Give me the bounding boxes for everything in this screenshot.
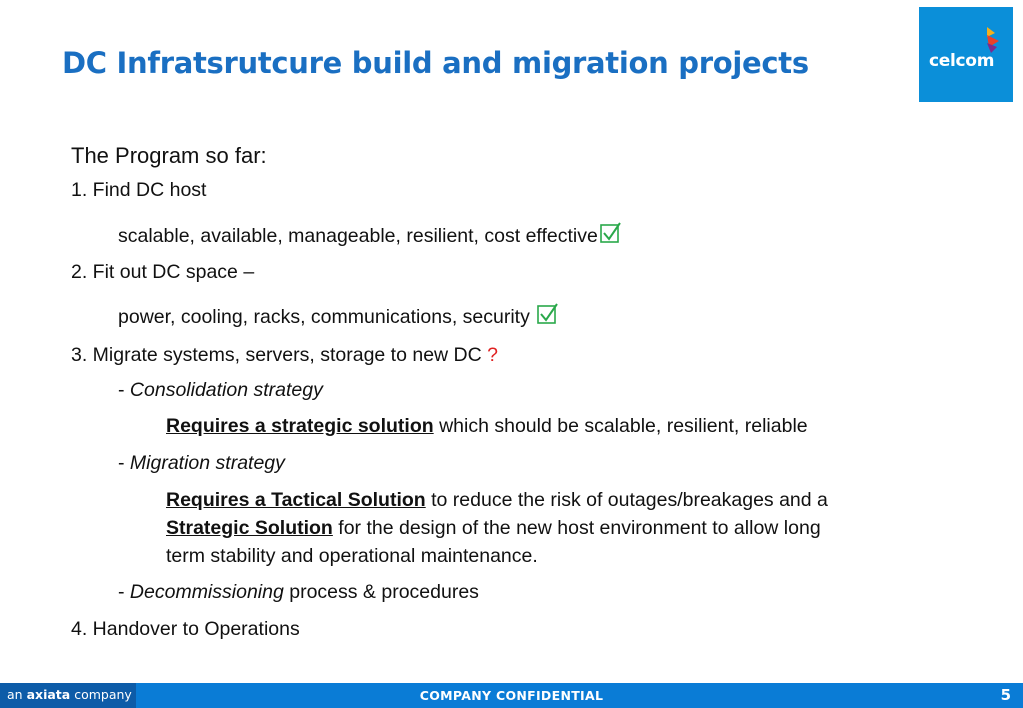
migration-detail-line-3: term stability and operational maintenance. [166, 545, 538, 567]
page-number: 5 [1000, 686, 1011, 704]
axiata-tag-suffix: company [74, 687, 132, 702]
decommissioning-label: Decommissioning [129, 581, 284, 603]
item-4: 4. Handover to Operations [71, 618, 300, 640]
checkbox-checked-icon [537, 303, 559, 325]
checkbox-checked-icon [600, 222, 622, 244]
item-2-detail [118, 303, 559, 329]
consolidation-text: which should be scalable, resilient, reliable [439, 415, 808, 437]
consolidation-detail [166, 414, 808, 438]
migration-detail-line-1 [166, 488, 828, 512]
axiata-tag-brand: axiata [26, 687, 71, 702]
consolidation-strategy [118, 378, 323, 402]
footer-bar [0, 683, 1023, 708]
axiata-tag-prefix: an [7, 687, 23, 702]
decommissioning [118, 580, 479, 604]
program-heading: The Program so far: [71, 143, 267, 168]
celcom-logo-text: celcom [929, 51, 995, 71]
migration-strategy [118, 451, 285, 475]
item-1: 1. Find DC host [71, 179, 207, 201]
question-mark: ? [487, 344, 498, 366]
migration-bold-1: Requires a Tactical Solution [166, 489, 426, 511]
migration-bold-2: Strategic Solution [166, 517, 333, 539]
item-3 [71, 343, 498, 367]
dash: - [118, 581, 125, 603]
migration-text-2: for the design of the new host environment to allow long [338, 517, 821, 539]
dash: - [118, 379, 125, 401]
item-1-detail [118, 222, 622, 248]
confidential-label: COMPANY CONFIDENTIAL [419, 688, 604, 703]
page-title: DC Infratsrutcure build and migration projects [62, 46, 809, 80]
consolidation-label: Consolidation strategy [129, 379, 323, 401]
item-1-detail-text: scalable, available, manageable, resilient, cost effective [118, 225, 598, 247]
consolidation-bold: Requires a strategic solution [166, 415, 434, 437]
dash: - [118, 452, 125, 474]
migration-detail-line-2 [166, 516, 821, 540]
item-2-detail-text: power, cooling, racks, communications, security [118, 306, 530, 328]
migration-text-1: to reduce the risk of outages/breakages and a [431, 489, 828, 511]
decommissioning-text: process & procedures [289, 581, 479, 603]
migration-label: Migration strategy [129, 452, 285, 474]
axiata-tag [0, 683, 136, 708]
item-2: 2. Fit out DC space – [71, 261, 255, 283]
item-3-text: 3. Migrate systems, servers, storage to new DC [71, 344, 482, 366]
